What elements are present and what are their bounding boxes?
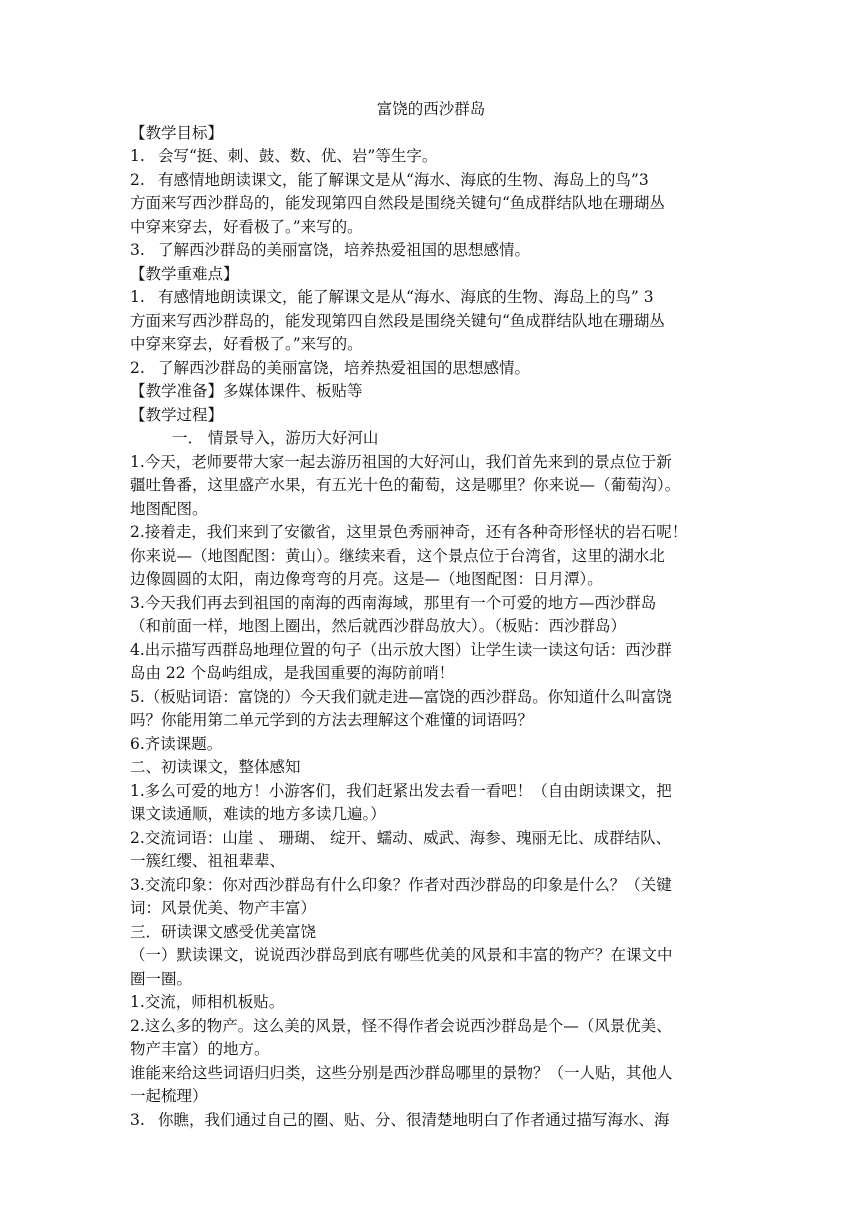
text-line-g2b [130, 192, 732, 216]
text-line-s3_4a [130, 1062, 732, 1086]
text-line-proc_head [130, 404, 732, 428]
line-text: 你瞧，我们通过自己的圈、贴、分、很清楚地明白了作者通过描写海水、海 [158, 1110, 670, 1129]
line-text: 一簇红缨、祖祖辈辈、 [130, 852, 286, 870]
line-text: 三．研读课文感受优美富饶 [130, 922, 317, 941]
text-line-p2c [130, 568, 732, 592]
line-text: 2.接着走，我们来到了安徽省，这里景色秀丽神奇，还有各种奇形怪状的岩石呢！ [130, 523, 688, 541]
line-text: 2.交流词语：山崖 、 珊瑚、 绽开、蠕动、威武、海参、瑰丽无比、成群结队、 [130, 828, 672, 847]
line-text: （一）默读课文，说说西沙群岛到底有哪些优美的风景和丰富的物产？在课文中 [130, 946, 673, 964]
text-line-s2_3b [130, 897, 732, 921]
line-text: 3.今天我们再去到祖国的南海的西南海域，那里有一个可爱的地方—西沙群岛 [130, 593, 657, 612]
text-line-p3a [130, 592, 732, 616]
line-text: 了解西沙群岛的美丽富饶，培养热爱祖国的思想感情。 [158, 241, 531, 259]
line-text: 中穿来穿去，好看极了。”来写的。 [130, 217, 363, 236]
text-line-prep [130, 380, 732, 404]
text-line-p5a [130, 686, 732, 710]
line-text: 1.多么可爱的地方！小游客们，我们赶紧出发去看一看吧！（自由朗读课文，把 [130, 781, 672, 800]
text-line-key_head [130, 263, 732, 287]
document-body [130, 98, 732, 1132]
text-line-s3_1b [130, 968, 732, 992]
line-text: 4.出示描写西群岛地理位置的句子（出示放大图）让学生读一读这句话：西沙群 [130, 640, 672, 659]
text-line-g2c [130, 216, 732, 240]
list-number: 2. [130, 170, 145, 189]
line-text: 词：风景优美、物产丰富） [130, 899, 317, 917]
list-number: 1. [130, 288, 145, 306]
line-text: 5.（板贴词语：富饶的）今天我们就走进—富饶的西沙群岛。你知道什么叫富饶 [130, 687, 672, 706]
text-line-s3_head [130, 921, 732, 945]
line-text: 方面来写西沙群岛的，能发现第四自然段是围绕关键句“鱼成群结队地在珊瑚丛 [130, 311, 665, 330]
line-text: （和前面一样，地图上圈出，然后就西沙群岛放大）。（板贴：西沙群岛） [130, 617, 627, 635]
text-line-s2_2a [130, 827, 732, 851]
text-line-s3_1a [130, 944, 732, 968]
line-text: 有感情地朗读课文，能了解课文是从“海水、海底的生物、海岛上的鸟”3 [158, 170, 649, 189]
text-line-k1c [130, 333, 732, 357]
line-text: 吗？你能用第二单元学到的方法去理解这个难懂的词语吗？ [130, 711, 534, 729]
document-title: 富饶的西沙群岛 [376, 100, 486, 118]
line-text: 中穿来穿去，好看极了。”来写的。 [130, 335, 363, 353]
line-text: 3.交流印象：你对西沙群岛有什么印象？作者对西沙群岛的印象是什么？（关键 [130, 875, 672, 894]
text-line-s2_1a [130, 780, 732, 804]
line-text: 1.交流，师相机板贴。 [130, 993, 285, 1011]
text-line-p1c [130, 498, 732, 522]
text-line-s3_3b [130, 1038, 732, 1062]
line-text: 2.这么多的物产。这么美的风景，怪不得作者会说西沙群岛是个—（风景优美、 [130, 1016, 672, 1035]
text-line-p6 [130, 733, 732, 757]
line-text: 【教学准备】多媒体课件、板贴等 [130, 382, 363, 400]
line-text: 方面来写西沙群岛的，能发现第四自然段是围绕关键句“鱼成群结队地在珊瑚丛 [130, 194, 665, 212]
text-line-p2b [130, 545, 732, 569]
line-text: 会写“挺、刺、鼓、数、优、岩”等生字。 [158, 147, 438, 165]
text-line-p1_head [130, 427, 732, 451]
text-line-p5b [130, 709, 732, 733]
line-text: 疆吐鲁番，这里盛产水果，有五光十色的葡萄，这是哪里？你来说—（葡萄沟）。 [130, 476, 681, 494]
text-line-p4b [130, 662, 732, 686]
line-text: 【教学重难点】 [130, 264, 239, 283]
line-text: 圈一圈。 [130, 969, 193, 988]
line-text: 一起梳理） [130, 1087, 208, 1105]
line-text: 二、初读课文，整体感知 [130, 758, 301, 776]
list-number: 2. [130, 358, 145, 377]
text-line-k2 [130, 357, 732, 381]
text-line-k1a [130, 286, 732, 310]
text-line-s3_2 [130, 991, 732, 1015]
line-text: 6.齐读课题。 [130, 734, 223, 753]
line-text: 课文读通顺，难读的地方多读几遍。） [130, 805, 386, 823]
line-text: 地图配图。 [130, 499, 208, 518]
line-text: 1.今天，老师要带大家一起去游历祖国的大好河山，我们首先来到的景点位于新 [130, 452, 672, 471]
list-number: 3. [130, 241, 145, 259]
text-line-p1a [130, 451, 732, 475]
line-text: 有感情地朗读课文，能了解课文是从“海水、海底的生物、海岛上的鸟” 3 [158, 288, 654, 306]
text-line-s2_head [130, 756, 732, 780]
text-line-p2a [130, 521, 732, 545]
text-line-s3_4b [130, 1085, 732, 1109]
text-line-s3_3a [130, 1015, 732, 1039]
text-line-s2_1b [130, 803, 732, 827]
line-text: 谁能来给这些词语归归类，这些分别是西沙群岛哪里的景物？（一人贴，其他人 [130, 1063, 673, 1082]
text-line-s2_2b [130, 850, 732, 874]
text-line-k1b [130, 310, 732, 334]
text-line-g2a [130, 169, 732, 193]
text-line-goals_head [130, 122, 732, 146]
text-line-p3b [130, 615, 732, 639]
line-text: 边像圆圆的太阳，南边像弯弯的月亮。这是—（地图配图：日月潭）。 [130, 570, 603, 588]
line-text: 了解西沙群岛的美丽富饶，培养热爱祖国的思想感情。 [158, 358, 531, 377]
line-text: 【教学目标】 [130, 123, 224, 142]
text-line-p4a [130, 639, 732, 663]
line-text: 岛由 22 个岛屿组成，是我国重要的海防前哨！ [130, 664, 455, 682]
line-text: 【教学过程】 [130, 405, 224, 424]
text-line-g1 [130, 145, 732, 169]
line-text: 你来说—（地图配图：黄山）。继续来看，这个景点位于台湾省，这里的湖水北 [130, 546, 665, 565]
line-text: 物产丰富）的地方。 [130, 1040, 270, 1058]
text-line-s2_3a [130, 874, 732, 898]
text-line-s3_5 [130, 1109, 732, 1133]
list-number: 1. [130, 147, 145, 165]
line-text: 一． 情景导入，游历大好河山 [172, 429, 379, 447]
list-number: 3. [130, 1110, 145, 1129]
text-line-g3 [130, 239, 732, 263]
text-line-p1b [130, 474, 732, 498]
